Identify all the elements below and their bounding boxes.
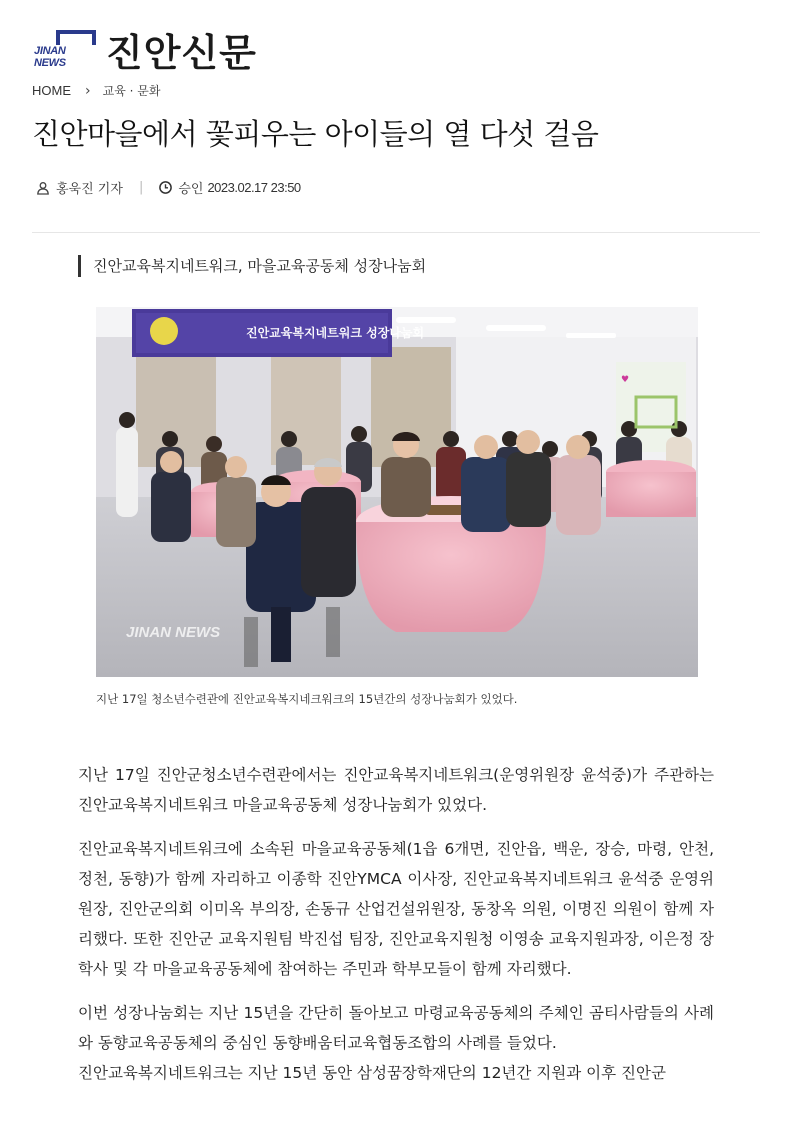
svg-text:♥: ♥ xyxy=(621,375,630,385)
breadcrumb-category[interactable]: 교육 · 문화 xyxy=(102,84,161,98)
article-title: 진안마을에서 꽃피우는 아이들의 열 다섯 걸음 xyxy=(32,117,599,151)
paragraph: 지난 17일 진안군청소년수련관에서는 진안교육복지네트워크(운영위원장 윤석중)가 주관하는 진안교육복지네트워크 마을교육공동체 성장나눔회가 있었다. xyxy=(78,766,714,814)
paragraph: 진안교육복지네트워크는 지난 15년 동안 삼성꿈장학재단의 12년간 지원과 이후 진안군 xyxy=(78,1064,666,1082)
paragraph: 진안교육복지네트워크에 소속된 마을교육공동체(1읍 6개면, 진안읍, 백운, 장승, 마령, 안천, 정천, 동향)가 함께 자리하고 이종학 진안YMCA 이사장, 진안교육복지네트워크 윤석중 운영위원장, 진안군의회 이미옥 부의장, 손동규 산업건설위원장, 동창옥 의원, 이명진 의원이 함께 자리했다. 또한 진안군 교육지원팀 박진섭 팀장, 진안교육지원청 이영송 교육지원과장, 이은정 장학사 및 각 마을교육공동체에 참여하는 주민과 학부모들이 함께 자리했다. xyxy=(78,840,714,978)
article-meta xyxy=(36,178,301,197)
photo-watermark: JINAN NEWS xyxy=(126,624,221,641)
chevron-right-icon: › xyxy=(85,82,91,99)
clock-icon xyxy=(159,181,172,194)
article-subtitle: 진안교육복지네트워크, 마을교육공동체 성장나눔회 xyxy=(78,255,426,277)
user-icon xyxy=(36,181,50,195)
header-divider xyxy=(32,232,760,233)
meta-separator: | xyxy=(138,180,144,195)
author-name[interactable]: 홍욱진 기자 xyxy=(56,182,123,197)
event-photo-illustration xyxy=(96,307,698,677)
approved-date: 2023.02.17 23:50 xyxy=(207,180,301,195)
site-logo[interactable] xyxy=(32,22,257,77)
breadcrumb-home[interactable]: HOME xyxy=(32,83,71,98)
breadcrumb xyxy=(32,82,160,99)
article-photo[interactable] xyxy=(96,307,698,677)
logo-english-text: JINAN NEWS xyxy=(32,45,100,69)
article-body xyxy=(78,760,714,1102)
photo-caption: 지난 17일 청소년수련관에 진안교육복지네크워크의 15년간의 성장나눔회가 있었다. xyxy=(96,692,518,706)
paragraph: 이번 성장나눔회는 지난 15년을 간단히 돌아보고 마령교육공동체의 주체인 곰티사람들의 사례와 동향교육공동체의 중심인 동향배움터교육협동조합의 사례를 들었다. xyxy=(78,1004,714,1052)
approved-label: 승인 xyxy=(178,182,204,197)
logo-mark xyxy=(32,28,100,72)
logo-korean-text: 진안신문 xyxy=(106,31,257,75)
photo-banner-text: 진안교육복지네트워크 성장나눔회 xyxy=(246,326,425,340)
